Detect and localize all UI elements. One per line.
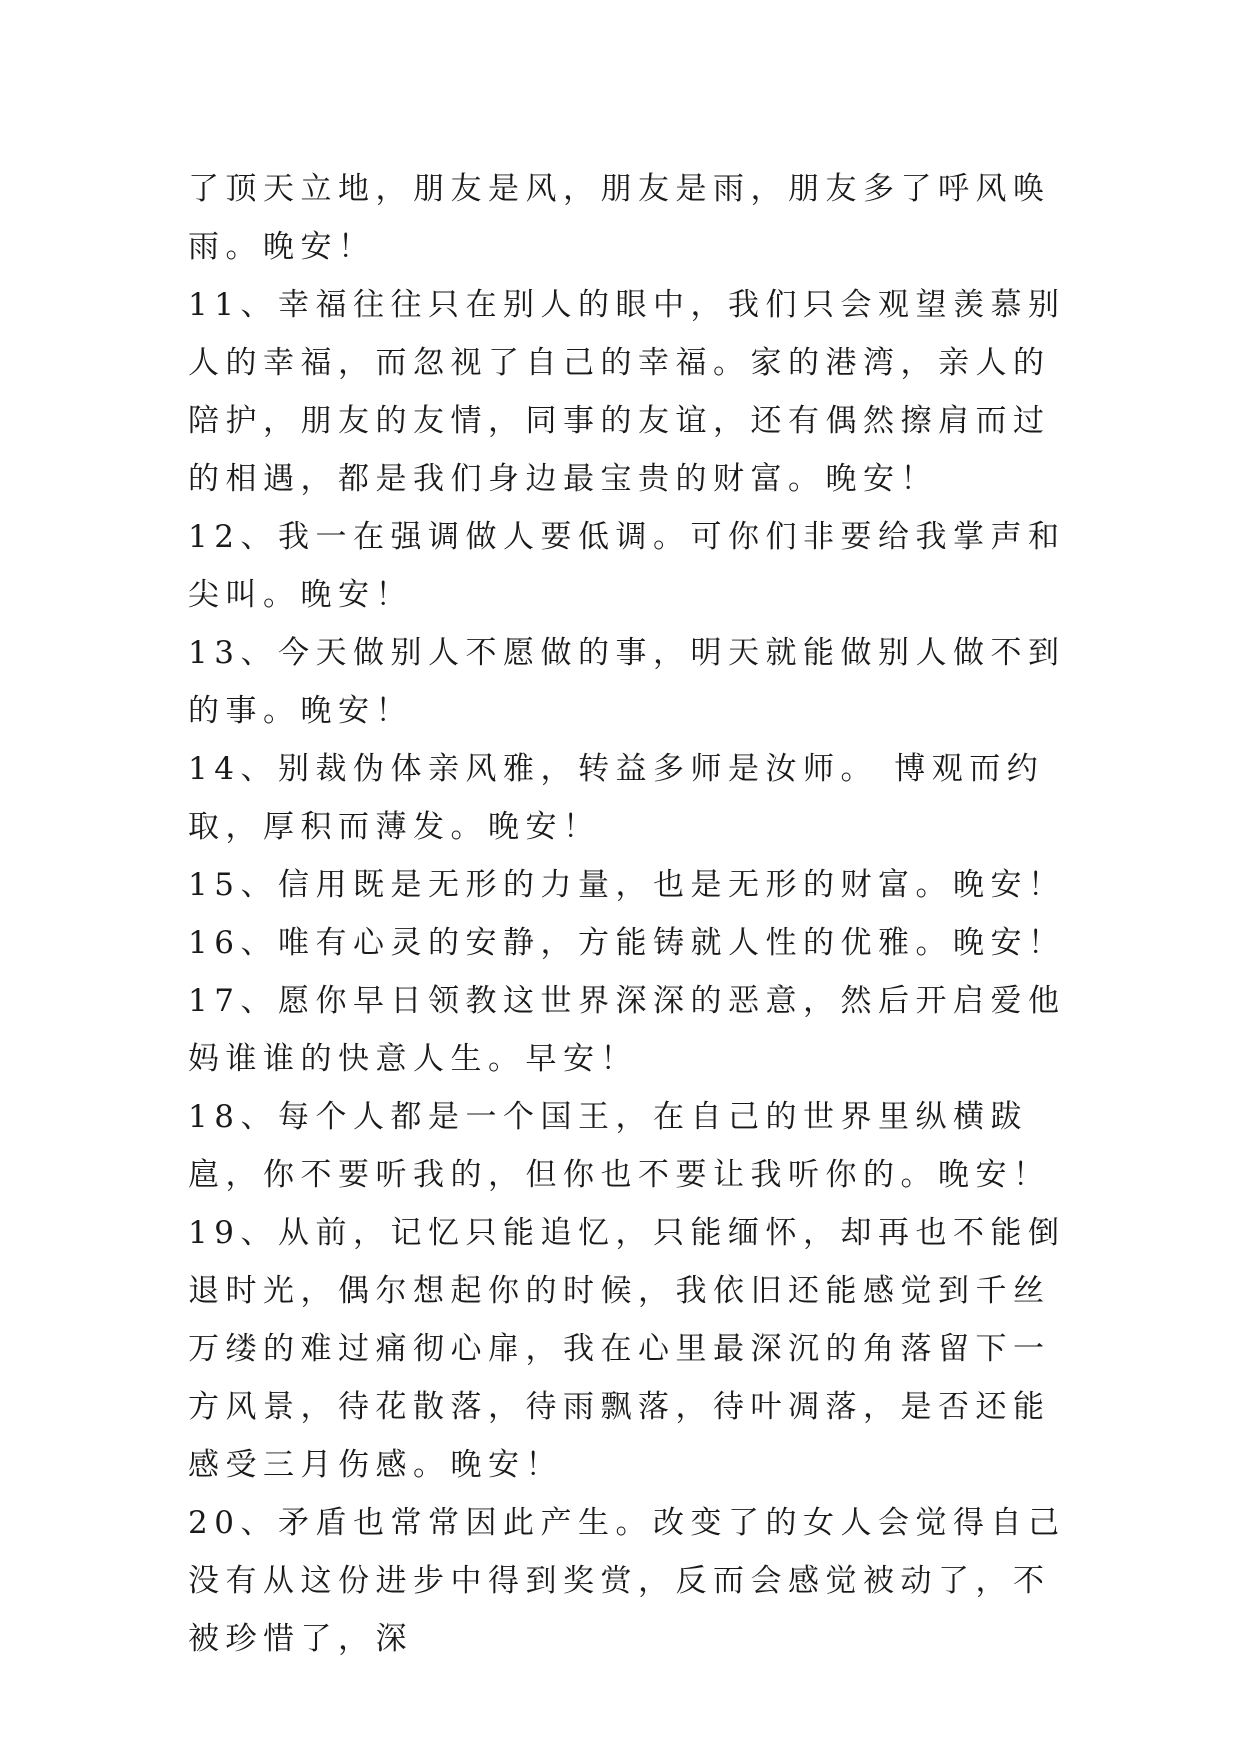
paragraph-18: 18、每个人都是一个国王，在自己的世界里纵横跋扈，你不要听我的，但你也不要让我听你的。晚安！ (188, 1099, 1051, 1193)
paragraph-17: 17、愿你早日领教这世界深深的恶意，然后开启爱他妈谁谁的快意人生。早安！ (188, 983, 1066, 1077)
paragraph-15: 15、信用既是无形的力量，也是无形的财富。晚安！ (188, 867, 1066, 903)
paragraph-20: 20、矛盾也常常因此产生。改变了的女人会觉得自己没有从这份进步中得到奖赏，反而会感觉被动了，不被珍惜了，深 (188, 1505, 1066, 1657)
paragraph-12: 12、我一在强调做人要低调。可你们非要给我掌声和尖叫。晚安！ (188, 519, 1066, 613)
paragraph-continuation: 了顶天立地，朋友是风，朋友是雨，朋友多了呼风唤雨。晚安！ (188, 171, 1051, 265)
paragraph-11: 11、幸福往往只在别人的眼中，我们只会观望羡慕别人的幸福，而忽视了自己的幸福。家的港湾，亲人的陪护，朋友的友情，同事的友谊，还有偶然擦肩而过的相遇，都是我们身边最宝贵的财富。晚安！ (188, 287, 1066, 497)
document-body (188, 160, 1068, 1668)
paragraph-16: 16、唯有心灵的安静，方能铸就人性的优雅。晚安！ (188, 925, 1066, 961)
paragraph-19: 19、从前，记忆只能追忆，只能缅怀，却再也不能倒退时光，偶尔想起你的时候，我依旧还能感觉到千丝万缕的难过痛彻心扉，我在心里最深沉的角落留下一方风景，待花散落，待雨飘落，待叶凋落，是否还能感受三月伤感。晚安！ (188, 1215, 1066, 1483)
paragraph-13: 13、今天做别人不愿做的事，明天就能做别人做不到的事。晚安！ (188, 635, 1066, 729)
paragraph-14: 14、别裁伪体亲风雅，转益多师是汝师。 博观而约取，厚积而薄发。晚安！ (188, 751, 1045, 845)
